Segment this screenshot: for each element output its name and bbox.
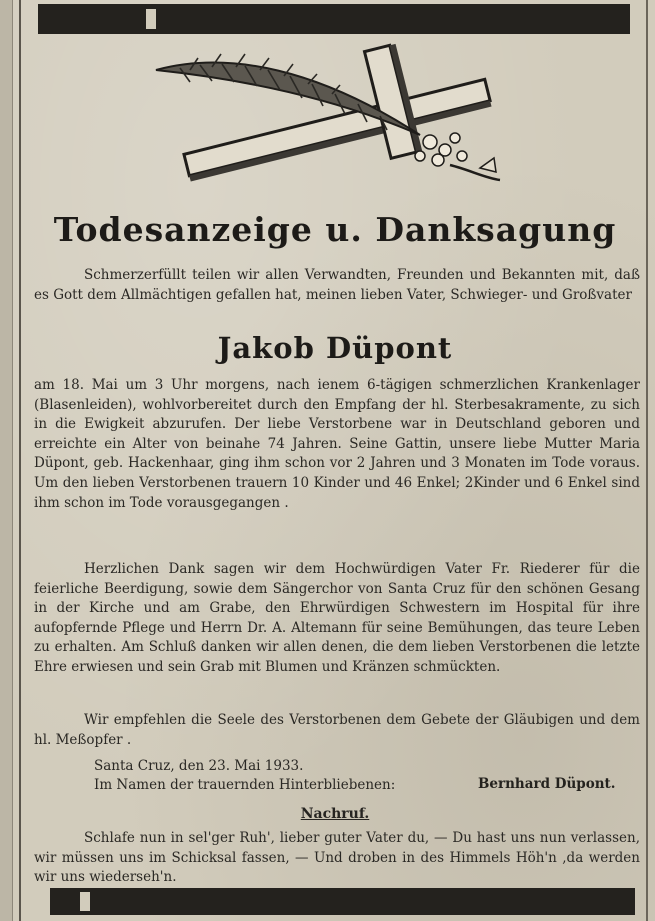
intro-paragraph: Schmerzerfüllt teilen wir allen Verwandten, Freunden und Bekannten mit, daß es Gott dem Allmächtigen gefallen hat, meinen lieben Vater, Schwieger- und Großvater xyxy=(34,267,640,303)
announcement-title: Todesanzeige u. Danksagung xyxy=(53,210,617,249)
column-rule-left xyxy=(19,0,21,921)
deceased-name: Jakob Düpont xyxy=(217,331,453,365)
nachruf-title: Nachruf. xyxy=(300,806,370,822)
nachruf-poem: Schlafe nun in sel'ger Ruh', lieber guter Vater du, — Du hast uns nun verlassen, wir müssen uns im Schicksal fassen, — Und droben in des Himmels Höh'n ,da werden wir uns wiederseh'n. xyxy=(34,830,640,886)
death-notice-paragraph: am 18. Mai um 3 Uhr morgens, nach ienem 6-tägigen schmerzlichen Krankenlager (Blasenleiden), wohlvorbereitet durch den Empfang der hl. Sterbesakramente, zu sich in die Ewigkeit abzurufen. Der liebe Verstorbene war in Deutschland geboren und erreichte ein Alter von beinahe 74 Jahren. Seine Gattin, unsere liebe Mutter Maria Düpont, geb. Hackenhaar, ging ihm schon vor 2 Jahren und 3 Monaten im Tode voraus. Um den lieben Verstorbenen trauern 10 Kinder und 46 Enkel; 2Kinder und 6 Enkel sind ihm schon im Tode vorausgegangen . xyxy=(34,377,640,511)
cross-with-palm-frond-icon xyxy=(150,40,510,190)
column-rule-right xyxy=(646,0,648,921)
recommendation-paragraph: Wir empfehlen die Seele des Verstorbenen dem Gebete der Gläubigen und dem hl. Meßopfer . xyxy=(34,712,640,748)
mourning-border-bottom xyxy=(50,888,635,915)
signer-name: Bernhard Düpont. xyxy=(478,776,616,792)
adjacent-column-edge xyxy=(0,0,13,921)
mourning-border-top xyxy=(38,4,630,34)
thanks-paragraph: Herzlichen Dank sagen wir dem Hochwürdigen Vater Fr. Riederer für die feierliche Beerdigung, sowie dem Sängerchor von Santa Cruz für den schönen Gesang in der Kirche und am Grabe, den Ehrwürdigen Schwestern im Hospital für ihre aufopfernde Pflege und Herrn Dr. A. Altemann für seine Bemühungen, das teure Leben zu erhalten. Am Schluß danken wir allen denen, die dem lieben Verstorbenen die letzte Ehre erwiesen und sein Grab mit Blumen und Kränzen schmückten. xyxy=(34,561,640,675)
on-behalf-line: Im Namen der trauernden Hinterbliebenen: xyxy=(94,777,396,793)
place-and-date: Santa Cruz, den 23. Mai 1933. xyxy=(94,758,304,774)
nachruf-heading xyxy=(30,806,640,822)
